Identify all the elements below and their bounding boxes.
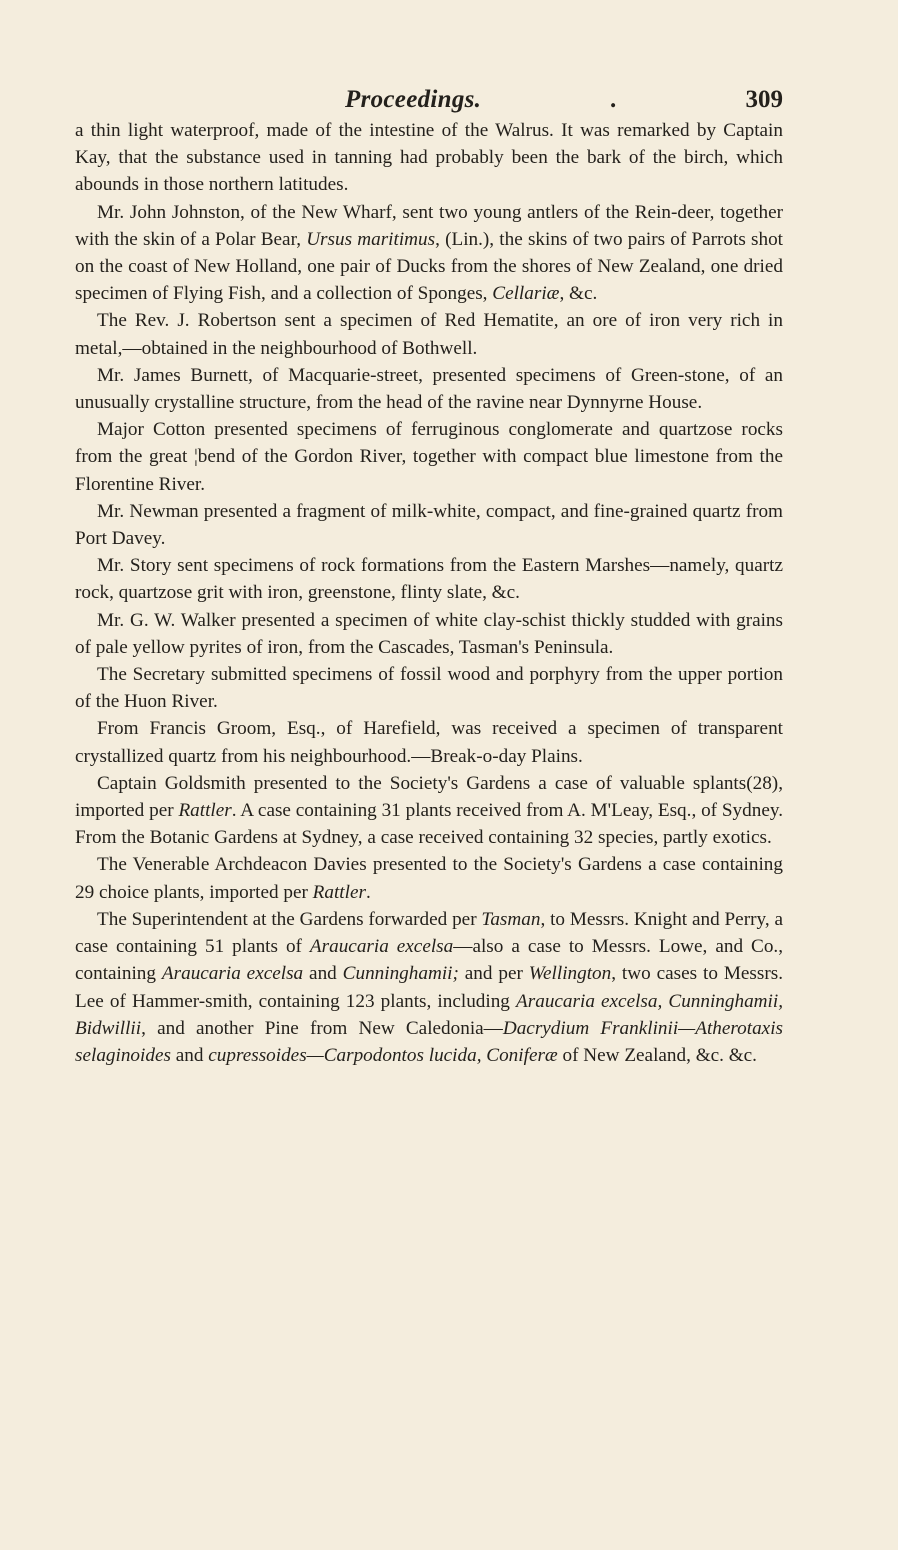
text-segment: . — [365, 881, 371, 903]
page-header — [75, 86, 783, 120]
italic-text: Tasman — [481, 908, 541, 930]
text-segment: , (Lin.), the skins of two pairs of Parrots shot on the coast of New Holland, one pair of Ducks from the shores of New Zealand, one dried specimen of Flying Fish, and a collection of Sponges, — [75, 228, 783, 305]
page-number: 309 — [745, 86, 783, 113]
paragraph-burnett — [75, 362, 783, 416]
text-segment: The Secretary submitted specimens of fossil wood and porphyry from the upper portion of the Huon River. — [75, 664, 783, 713]
italic-text: Cunninghamii; — [342, 963, 459, 985]
paragraph-secretary — [75, 661, 783, 715]
italic-text: cupressoides—Carpodontos lucida, Coniferæ — [208, 1044, 558, 1066]
text-segment: From Francis Groom, Esq., of Harefield, was received a specimen of transparent crystallized quartz from his neighbourhood.—Break-o-day Plains. — [75, 718, 783, 767]
text-segment: a thin light waterproof, made of the intestine of the Walrus. It was remarked by Captain Kay, that the substance used in tanning had probably been the bark of the birch, which abounds in those northern latitudes. — [75, 120, 783, 196]
text-segment: and — [303, 963, 343, 985]
paragraph-groom — [75, 715, 783, 769]
paragraph-newman — [75, 498, 783, 552]
text-segment: , to Messrs. Knight and Perry, a case containing 51 plants of — [75, 908, 783, 958]
text-segment: and — [170, 1044, 209, 1066]
paragraph-robertson — [75, 307, 783, 361]
text-segment: The Venerable Archdeacon Davies presented to the Society's Gardens a case containing 29 choice plants, imported per — [75, 854, 783, 903]
italic-text: Rattler — [312, 881, 366, 903]
italic-text: Cellariæ — [492, 283, 560, 305]
paragraph-davies — [75, 851, 783, 905]
text-segment: —also a case to Messrs. Lowe, and Co., containing — [75, 936, 784, 985]
header-dot: . — [610, 86, 617, 113]
text-segment: Mr. John Johnston, of the New Wharf, sent two young antlers of the Rein-deer, together with the skin of a Polar Bear, — [75, 201, 783, 250]
text-segment: and per — [458, 963, 529, 985]
paragraph-cotton — [75, 416, 783, 498]
text-segment: Mr. James Burnett, of Macquarie-street, presented specimens of Green-stone, of an unusually crystalline structure, from the head of the ravine near Dynnyrne House. — [75, 364, 783, 414]
paragraph-superintendent — [75, 906, 783, 1069]
text-segment: Mr. Story sent specimens of rock formations from the Eastern Marshes—namely, quartz rock, quartzose grit with iron, greenstone, flinty slate, &c. — [75, 555, 783, 604]
text-segment: Major Cotton presented specimens of ferruginous conglomerate and quartzose rocks from the great ¦bend of the Gordon River, together with compact blue limestone from the Florentine River. — [75, 419, 783, 495]
text-segment: Mr. G. W. Walker presented a specimen of white clay-schist thickly studded with grains of pale yellow pyrites of iron, from the Cascades, Tasman's Peninsula. — [75, 609, 783, 658]
text-segment: Mr. Newman presented a fragment of milk-white, compact, and fine-grained quartz from Port Davey. — [75, 500, 783, 550]
paragraph-story — [75, 552, 783, 606]
text-segment: The Superintendent at the Gardens forwarded per — [97, 908, 482, 930]
italic-text: Araucaria excelsa, Cunninghamii, Bidwillii — [75, 990, 783, 1039]
paragraph-goldsmith — [75, 770, 783, 852]
body-text — [75, 117, 783, 1069]
text-segment: , and another Pine from New Caledonia— — [141, 1017, 503, 1039]
paragraph-walrus — [75, 117, 783, 199]
text-segment: , &c. — [559, 283, 598, 305]
italic-text: Wellington — [528, 963, 612, 985]
italic-text: Araucaria excelsa — [161, 963, 304, 985]
text-segment: , two cases to Messrs. Lee of Hammer-smith, containing 123 plants, including — [75, 963, 783, 1012]
italic-text: Araucaria excelsa — [309, 936, 454, 958]
italic-text: Rattler — [178, 800, 232, 822]
paragraph-johnston — [75, 199, 783, 308]
text-segment: The Rev. J. Robertson sent a specimen of Red Hematite, an ore of iron very rich in metal,—obtained in the neighbourhood of Bothwell. — [75, 310, 783, 359]
text-segment: Captain Goldsmith presented to the Society's Gardens a case of valuable splants(28), imported per — [75, 772, 783, 822]
italic-text: Dacrydium Franklinii—Atherotaxis selaginoides — [75, 1017, 783, 1066]
text-segment: . A case containing 31 plants received from A. M'Leay, Esq., of Sydney. From the Botanic Gardens at Sydney, a case received containing 32 species, partly exotics. — [75, 800, 783, 849]
running-title: Proceedings. — [345, 86, 482, 113]
italic-text: Ursus maritimus — [306, 228, 436, 250]
text-segment: of New Zealand, &c. &c. — [557, 1044, 757, 1066]
paragraph-walker — [75, 607, 783, 661]
